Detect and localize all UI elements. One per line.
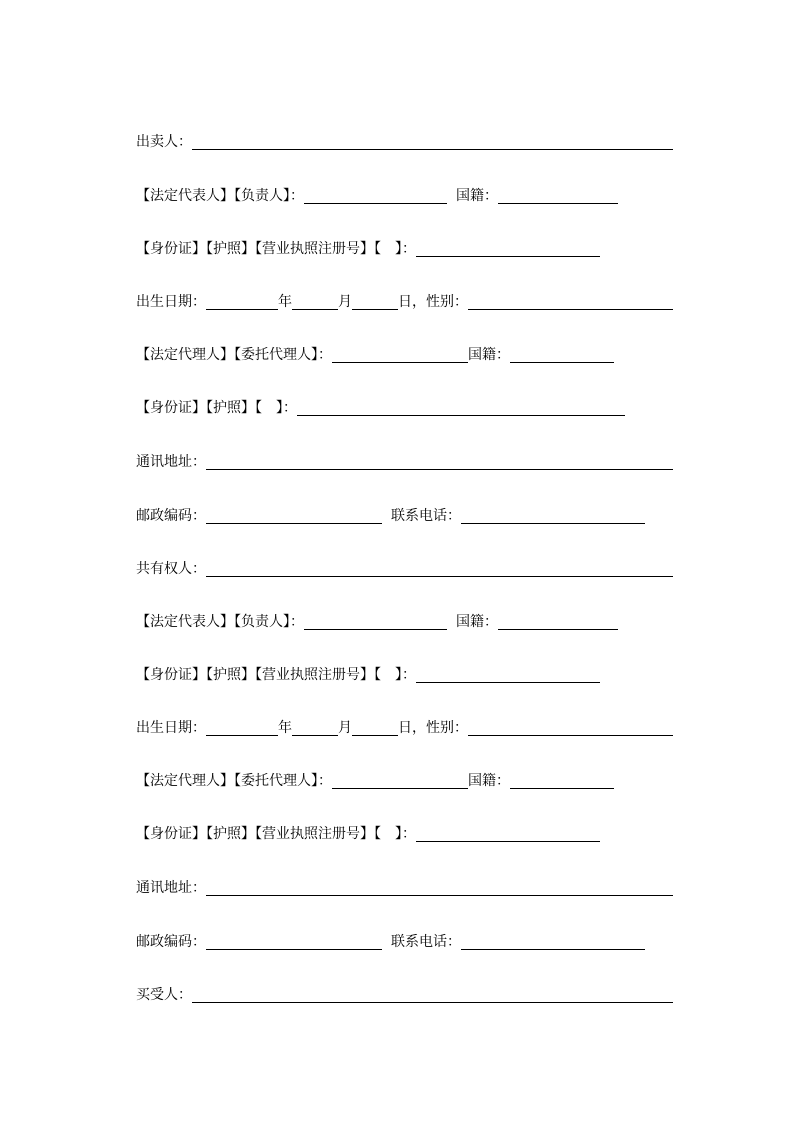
co-agent-nationality-label: 国籍： <box>468 773 510 789</box>
co-owner-label: 共有权人： <box>136 561 206 577</box>
birth-year-blank[interactable] <box>206 294 278 310</box>
agent-id-row <box>136 394 673 418</box>
co-owner-row <box>136 555 673 579</box>
co-gender-blank[interactable] <box>468 720 673 736</box>
co-birth-year-blank[interactable] <box>206 720 278 736</box>
buyer-label: 买受人： <box>136 987 192 1003</box>
co-gender-label: 性别： <box>426 720 468 736</box>
co-birth-date-label: 出生日期： <box>136 720 206 736</box>
postal-code-label: 邮政编码： <box>136 508 206 524</box>
agent-nationality-label: 国籍： <box>468 347 510 363</box>
co-address-blank[interactable] <box>206 880 673 896</box>
address-row <box>136 448 673 472</box>
nationality-label: 国籍： <box>456 188 498 204</box>
co-agent-label: 【法定代理人】【委托代理人】： <box>136 773 332 789</box>
buyer-row <box>136 981 673 1005</box>
birth-date-row <box>136 288 673 312</box>
legal-rep-label: 【法定代表人】【负责人】： <box>136 188 304 204</box>
phone-blank[interactable] <box>461 508 645 524</box>
legal-rep-row <box>136 182 673 206</box>
nationality-blank[interactable] <box>498 188 618 204</box>
agent-row <box>136 341 673 365</box>
co-day-label: 日， <box>398 720 426 736</box>
address-blank[interactable] <box>206 454 673 470</box>
birth-month-blank[interactable] <box>292 294 338 310</box>
buyer-blank[interactable] <box>192 987 673 1003</box>
co-birth-month-blank[interactable] <box>292 720 338 736</box>
co-agent-id-row <box>136 820 673 844</box>
agent-id-label: 【身份证】【护照】【 】： <box>136 400 297 416</box>
agent-blank[interactable] <box>332 347 468 363</box>
co-agent-nationality-blank[interactable] <box>510 773 614 789</box>
co-phone-label: 联系电话： <box>391 934 461 950</box>
postal-row <box>136 502 673 526</box>
co-legal-rep-blank[interactable] <box>304 614 447 630</box>
gender-label: 性别： <box>426 294 468 310</box>
co-postal-row <box>136 928 673 952</box>
co-id-number-row <box>136 661 673 685</box>
co-legal-rep-row <box>136 608 673 632</box>
postal-code-blank[interactable] <box>206 508 382 524</box>
co-id-number-label: 【身份证】【护照】【营业执照注册号】【 】： <box>136 667 416 683</box>
id-number-label: 【身份证】【护照】【营业执照注册号】【 】： <box>136 241 416 257</box>
agent-label: 【法定代理人】【委托代理人】： <box>136 347 332 363</box>
agent-id-blank[interactable] <box>297 400 625 416</box>
co-year-label: 年 <box>278 720 292 736</box>
co-birth-day-blank[interactable] <box>352 720 398 736</box>
co-phone-blank[interactable] <box>461 934 645 950</box>
month-label: 月 <box>338 294 352 310</box>
co-address-label: 通讯地址： <box>136 880 206 896</box>
co-id-number-blank[interactable] <box>416 667 600 683</box>
birth-day-blank[interactable] <box>352 294 398 310</box>
co-agent-blank[interactable] <box>332 773 468 789</box>
co-postal-code-blank[interactable] <box>206 934 382 950</box>
co-agent-id-label: 【身份证】【护照】【营业执照注册号】【 】： <box>136 826 416 842</box>
seller-row <box>136 128 673 152</box>
co-address-row <box>136 874 673 898</box>
seller-blank[interactable] <box>192 134 673 150</box>
address-label: 通讯地址： <box>136 454 206 470</box>
year-label: 年 <box>278 294 292 310</box>
legal-rep-blank[interactable] <box>304 188 447 204</box>
co-postal-code-label: 邮政编码： <box>136 934 206 950</box>
birth-date-label: 出生日期： <box>136 294 206 310</box>
co-agent-id-blank[interactable] <box>416 826 600 842</box>
co-nationality-blank[interactable] <box>498 614 618 630</box>
co-month-label: 月 <box>338 720 352 736</box>
agent-nationality-blank[interactable] <box>510 347 614 363</box>
seller-label: 出卖人： <box>136 134 192 150</box>
co-owner-blank[interactable] <box>206 561 673 577</box>
co-agent-row <box>136 767 673 791</box>
co-birth-date-row <box>136 714 673 738</box>
phone-label: 联系电话： <box>391 508 461 524</box>
id-number-blank[interactable] <box>416 241 600 257</box>
co-nationality-label: 国籍： <box>456 614 498 630</box>
day-label: 日， <box>398 294 426 310</box>
gender-blank[interactable] <box>468 294 673 310</box>
co-legal-rep-label: 【法定代表人】【负责人】： <box>136 614 304 630</box>
id-number-row <box>136 235 673 259</box>
